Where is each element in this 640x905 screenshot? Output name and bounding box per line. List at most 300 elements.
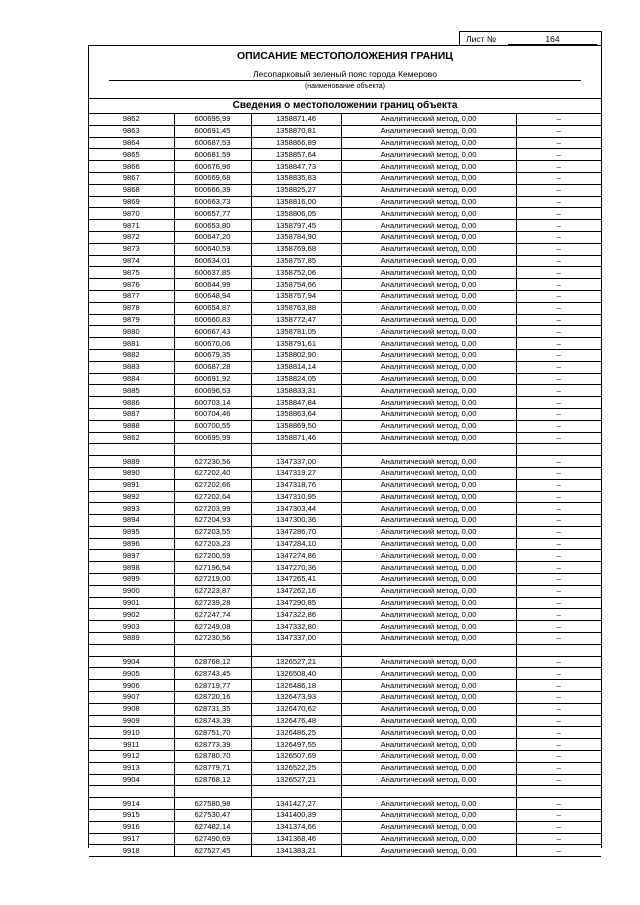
cell-method: Аналитический метод, 0,00 — [341, 397, 516, 409]
cell-coord-x: 628768,12 — [174, 656, 251, 668]
cell-point-number: 9869 — [89, 196, 174, 208]
cell-note: – — [516, 833, 601, 845]
cell-coord-x: 600703,14 — [174, 397, 251, 409]
cell-note: – — [516, 692, 601, 704]
cell-point-number: 9904 — [89, 656, 174, 668]
cell-method: Аналитический метод, 0,00 — [341, 137, 516, 149]
cell-coord-y: 1347284,10 — [251, 538, 341, 550]
cell-coord-y: 1326486,18 — [251, 680, 341, 692]
cell-method: Аналитический метод, 0,00 — [341, 326, 516, 338]
cell-note: – — [516, 149, 601, 161]
cell-method: Аналитический метод, 0,00 — [341, 656, 516, 668]
cell-note: – — [516, 114, 601, 125]
cell-point-number: 9902 — [89, 609, 174, 621]
cell-method: Аналитический метод, 0,00 — [341, 633, 516, 645]
cell-method: Аналитический метод, 0,00 — [341, 149, 516, 161]
cell-method: Аналитический метод, 0,00 — [341, 621, 516, 633]
cell-coord-y: 1358772,47 — [251, 314, 341, 326]
cell-method: Аналитический метод, 0,00 — [341, 727, 516, 739]
cell-method: Аналитический метод, 0,00 — [341, 456, 516, 468]
cell-method: Аналитический метод, 0,00 — [341, 467, 516, 479]
cell-point-number: 9910 — [89, 727, 174, 739]
cell-point-number: 9887 — [89, 408, 174, 420]
cell-coord-x: 628731,35 — [174, 703, 251, 715]
cell-method: Аналитический метод, 0,00 — [341, 515, 516, 527]
cell-point-number: 9881 — [89, 338, 174, 350]
cell-method: Аналитический метод, 0,00 — [341, 114, 516, 125]
cell-coord-x: 628751,70 — [174, 727, 251, 739]
cell-point-number: 9899 — [89, 574, 174, 586]
table-row — [89, 515, 601, 527]
cell-note: – — [516, 597, 601, 609]
cell-note — [516, 786, 601, 798]
table-row — [89, 114, 601, 125]
cell-method: Аналитический метод, 0,00 — [341, 385, 516, 397]
cell-coord-y: 1358870,81 — [251, 125, 341, 137]
cell-point-number — [89, 644, 174, 656]
table-row — [89, 585, 601, 597]
cell-coord-x: 627202,64 — [174, 491, 251, 503]
table-row — [89, 739, 601, 751]
cell-method: Аналитический метод, 0,00 — [341, 715, 516, 727]
document-header — [89, 46, 601, 99]
cell-method: Аналитический метод, 0,00 — [341, 279, 516, 291]
table-row — [89, 621, 601, 633]
cell-note: – — [516, 633, 601, 645]
cell-coord-x: 600704,46 — [174, 408, 251, 420]
table-row — [89, 349, 601, 361]
cell-method: Аналитический метод, 0,00 — [341, 267, 516, 279]
section-title: Сведения о местоположении границ объекта — [89, 99, 601, 114]
cell-coord-y: 1358847,73 — [251, 161, 341, 173]
table-row — [89, 220, 601, 232]
cell-note: – — [516, 503, 601, 515]
cell-coord-x: 627203,55 — [174, 526, 251, 538]
cell-point-number: 9907 — [89, 692, 174, 704]
cell-point-number: 9862 — [89, 432, 174, 444]
cell-coord-y: 1358757,85 — [251, 255, 341, 267]
cell-coord-x: 627230,56 — [174, 633, 251, 645]
document-title: ОПИСАНИЕ МЕСТОПОЛОЖЕНИЯ ГРАНИЦ — [237, 50, 453, 62]
cell-point-number: 9894 — [89, 515, 174, 527]
cell-point-number: 9864 — [89, 137, 174, 149]
cell-note: – — [516, 373, 601, 385]
cell-coord-y: 1326508,40 — [251, 668, 341, 680]
cell-coord-x: 627527,45 — [174, 845, 251, 857]
cell-method: Аналитический метод, 0,00 — [341, 172, 516, 184]
table-row — [89, 668, 601, 680]
cell-method: Аналитический метод, 0,00 — [341, 231, 516, 243]
cell-coord-y: 1347274,86 — [251, 550, 341, 562]
cell-coord-y: 1358769,68 — [251, 243, 341, 255]
cell-note: – — [516, 420, 601, 432]
cell-coord-y: 1347322,86 — [251, 609, 341, 621]
cell-point-number: 9896 — [89, 538, 174, 550]
cell-note: – — [516, 290, 601, 302]
table-row — [89, 798, 601, 810]
cell-method: Аналитический метод, 0,00 — [341, 255, 516, 267]
cell-coord-y: 1358824,05 — [251, 373, 341, 385]
cell-coord-y — [251, 444, 341, 456]
cell-coord-y: 1326527,21 — [251, 656, 341, 668]
table-row — [89, 609, 601, 621]
cell-point-number: 9885 — [89, 385, 174, 397]
cell-method: Аналитический метод, 0,00 — [341, 821, 516, 833]
cell-method: Аналитический метод, 0,00 — [341, 751, 516, 763]
table-row — [89, 184, 601, 196]
cell-note: – — [516, 125, 601, 137]
cell-point-number: 9917 — [89, 833, 174, 845]
cell-point-number: 9865 — [89, 149, 174, 161]
table-row — [89, 456, 601, 468]
cell-coord-y: 1347319,27 — [251, 467, 341, 479]
cell-coord-x: 627196,54 — [174, 562, 251, 574]
cell-coord-x: 600691,92 — [174, 373, 251, 385]
cell-coord-y: 1358863,64 — [251, 408, 341, 420]
cell-note: – — [516, 172, 601, 184]
table-row — [89, 574, 601, 586]
cell-coord-y: 1347332,80 — [251, 621, 341, 633]
cell-coord-x: 600634,01 — [174, 255, 251, 267]
table-row — [89, 279, 601, 291]
cell-point-number: 9890 — [89, 467, 174, 479]
cell-coord-x: 627239,28 — [174, 597, 251, 609]
cell-coord-x: 600695,99 — [174, 114, 251, 125]
cell-note: – — [516, 574, 601, 586]
table-row — [89, 656, 601, 668]
cell-method: Аналитический метод, 0,00 — [341, 503, 516, 515]
cell-method — [341, 444, 516, 456]
cell-point-number: 9867 — [89, 172, 174, 184]
cell-coord-x: 627202,66 — [174, 479, 251, 491]
cell-coord-x: 627200,59 — [174, 550, 251, 562]
table-row — [89, 810, 601, 822]
cell-note: – — [516, 739, 601, 751]
table-row — [89, 479, 601, 491]
table-row — [89, 774, 601, 786]
cell-coord-y — [251, 644, 341, 656]
table-row — [89, 338, 601, 350]
cell-note: – — [516, 302, 601, 314]
cell-coord-x: 627219,00 — [174, 574, 251, 586]
cell-method: Аналитический метод, 0,00 — [341, 208, 516, 220]
cell-coord-x: 628743,39 — [174, 715, 251, 727]
cell-coord-x: 627490,69 — [174, 833, 251, 845]
cell-method: Аналитический метод, 0,00 — [341, 609, 516, 621]
table-row — [89, 703, 601, 715]
cell-coord-y: 1358871,46 — [251, 114, 341, 125]
cell-method: Аналитический метод, 0,00 — [341, 798, 516, 810]
cell-coord-y: 1326527,21 — [251, 774, 341, 786]
cell-coord-y: 1326497,55 — [251, 739, 341, 751]
sheet-number-box — [459, 31, 602, 46]
table-row — [89, 243, 601, 255]
cell-point-number: 9905 — [89, 668, 174, 680]
cell-coord-y: 1341368,46 — [251, 833, 341, 845]
cell-method: Аналитический метод, 0,00 — [341, 739, 516, 751]
cell-note: – — [516, 751, 601, 763]
cell-note: – — [516, 326, 601, 338]
object-name-underline — [109, 80, 581, 81]
cell-point-number: 9901 — [89, 597, 174, 609]
table-row — [89, 526, 601, 538]
cell-coord-x: 600691,45 — [174, 125, 251, 137]
table-row — [89, 255, 601, 267]
cell-method: Аналитический метод, 0,00 — [341, 290, 516, 302]
cell-coord-x: 628743,45 — [174, 668, 251, 680]
cell-note: – — [516, 231, 601, 243]
cell-note: – — [516, 196, 601, 208]
cell-point-number: 9913 — [89, 762, 174, 774]
cell-coord-x: 600660,83 — [174, 314, 251, 326]
cell-note: – — [516, 255, 601, 267]
table-row — [89, 172, 601, 184]
cell-coord-y: 1347303,44 — [251, 503, 341, 515]
cell-coord-y: 1326473,93 — [251, 692, 341, 704]
cell-point-number: 9918 — [89, 845, 174, 857]
cell-point-number: 9897 — [89, 550, 174, 562]
cell-coord-x — [174, 786, 251, 798]
cell-note: – — [516, 479, 601, 491]
cell-note: – — [516, 715, 601, 727]
cell-note: – — [516, 208, 601, 220]
cell-point-number: 9888 — [89, 420, 174, 432]
cell-coord-y: 1326476,48 — [251, 715, 341, 727]
cell-coord-y: 1326522,25 — [251, 762, 341, 774]
cell-coord-x: 600666,39 — [174, 184, 251, 196]
cell-coord-y: 1358754,66 — [251, 279, 341, 291]
cell-note — [516, 444, 601, 456]
cell-coord-y: 1347265,41 — [251, 574, 341, 586]
cell-point-number: 9863 — [89, 125, 174, 137]
cell-point-number: 9868 — [89, 184, 174, 196]
table-row — [89, 397, 601, 409]
cell-note: – — [516, 609, 601, 621]
cell-coord-y: 1358833,31 — [251, 385, 341, 397]
cell-method: Аналитический метод, 0,00 — [341, 680, 516, 692]
cell-point-number: 9895 — [89, 526, 174, 538]
cell-note: – — [516, 408, 601, 420]
cell-coord-y: 1358866,89 — [251, 137, 341, 149]
table-row — [89, 821, 601, 833]
cell-coord-x: 627530,47 — [174, 810, 251, 822]
cell-coord-y: 1326486,25 — [251, 727, 341, 739]
cell-point-number: 9880 — [89, 326, 174, 338]
cell-method: Аналитический метод, 0,00 — [341, 220, 516, 232]
cell-point-number — [89, 786, 174, 798]
cell-coord-y: 1347310,95 — [251, 491, 341, 503]
cell-coord-y: 1358802,90 — [251, 349, 341, 361]
table-row — [89, 786, 601, 798]
cell-note: – — [516, 467, 601, 479]
cell-point-number: 9871 — [89, 220, 174, 232]
cell-method: Аналитический метод, 0,00 — [341, 302, 516, 314]
cell-method: Аналитический метод, 0,00 — [341, 692, 516, 704]
cell-point-number: 9903 — [89, 621, 174, 633]
cell-note: – — [516, 220, 601, 232]
cell-coord-x: 628773,39 — [174, 739, 251, 751]
table-row — [89, 290, 601, 302]
cell-note: – — [516, 656, 601, 668]
cell-note: – — [516, 774, 601, 786]
cell-coord-x: 600676,96 — [174, 161, 251, 173]
cell-method: Аналитический метод, 0,00 — [341, 243, 516, 255]
cell-point-number: 9862 — [89, 114, 174, 125]
cell-note: – — [516, 491, 601, 503]
cell-coord-y: 1341383,21 — [251, 845, 341, 857]
cell-coord-y: 1358847,84 — [251, 397, 341, 409]
cell-coord-y: 1358869,50 — [251, 420, 341, 432]
cell-coord-y: 1326470,62 — [251, 703, 341, 715]
cell-point-number — [89, 444, 174, 456]
table-row — [89, 125, 601, 137]
cell-method: Аналитический метод, 0,00 — [341, 161, 516, 173]
cell-point-number: 9916 — [89, 821, 174, 833]
cell-note: – — [516, 727, 601, 739]
cell-note: – — [516, 680, 601, 692]
cell-coord-x: 600687,53 — [174, 137, 251, 149]
cell-coord-y: 1341427,27 — [251, 798, 341, 810]
table-row — [89, 597, 601, 609]
cell-coord-y — [251, 786, 341, 798]
cell-point-number: 9892 — [89, 491, 174, 503]
cell-coord-y: 1347286,70 — [251, 526, 341, 538]
table-row — [89, 361, 601, 373]
cell-method: Аналитический метод, 0,00 — [341, 526, 516, 538]
table-row — [89, 385, 601, 397]
cell-note: – — [516, 314, 601, 326]
cell-coord-y: 1347318,76 — [251, 479, 341, 491]
cell-coord-y: 1341400,39 — [251, 810, 341, 822]
cell-point-number: 9909 — [89, 715, 174, 727]
cell-point-number: 9873 — [89, 243, 174, 255]
cell-coord-y: 1358757,94 — [251, 290, 341, 302]
cell-method — [341, 644, 516, 656]
cell-method: Аналитический метод, 0,00 — [341, 361, 516, 373]
cell-point-number: 9906 — [89, 680, 174, 692]
cell-note: – — [516, 798, 601, 810]
cell-coord-x: 600657,77 — [174, 208, 251, 220]
cell-method: Аналитический метод, 0,00 — [341, 432, 516, 444]
table-row — [89, 644, 601, 656]
table-row — [89, 467, 601, 479]
cell-coord-y: 1358806,05 — [251, 208, 341, 220]
cell-point-number: 9904 — [89, 774, 174, 786]
table-row — [89, 326, 601, 338]
cell-point-number: 9876 — [89, 279, 174, 291]
cell-point-number: 9914 — [89, 798, 174, 810]
cell-coord-y: 1347337,00 — [251, 633, 341, 645]
cell-coord-y: 1347300,36 — [251, 515, 341, 527]
cell-method: Аналитический метод, 0,00 — [341, 349, 516, 361]
table-row — [89, 727, 601, 739]
cell-coord-y: 1358835,83 — [251, 172, 341, 184]
cell-coord-x: 600647,20 — [174, 231, 251, 243]
cell-coord-x: 627482,14 — [174, 821, 251, 833]
cell-method: Аналитический метод, 0,00 — [341, 491, 516, 503]
cell-coord-y: 1358814,14 — [251, 361, 341, 373]
cell-method: Аналитический метод, 0,00 — [341, 562, 516, 574]
cell-point-number: 9912 — [89, 751, 174, 763]
cell-coord-x: 600640,59 — [174, 243, 251, 255]
cell-coord-x: 627230,56 — [174, 456, 251, 468]
cell-coord-x: 600654,87 — [174, 302, 251, 314]
object-name: Лесопарковый зеленый пояс города Кемерово — [253, 69, 437, 79]
table-row — [89, 680, 601, 692]
cell-coord-y: 1358816,00 — [251, 196, 341, 208]
cell-point-number: 9889 — [89, 633, 174, 645]
table-row — [89, 444, 601, 456]
cell-note: – — [516, 845, 601, 857]
sheet-label: Лист № — [466, 34, 496, 44]
cell-method: Аналитический метод, 0,00 — [341, 585, 516, 597]
table-row — [89, 550, 601, 562]
cell-point-number: 9900 — [89, 585, 174, 597]
cell-note: – — [516, 397, 601, 409]
cell-method: Аналитический метод, 0,00 — [341, 703, 516, 715]
cell-note: – — [516, 137, 601, 149]
cell-note: – — [516, 349, 601, 361]
cell-note — [516, 644, 601, 656]
cell-coord-x: 600648,94 — [174, 290, 251, 302]
cell-coord-x: 600667,43 — [174, 326, 251, 338]
table-row — [89, 538, 601, 550]
cell-method: Аналитический метод, 0,00 — [341, 597, 516, 609]
table-row — [89, 833, 601, 845]
table-row — [89, 503, 601, 515]
cell-coord-x: 600663,73 — [174, 196, 251, 208]
cell-point-number: 9883 — [89, 361, 174, 373]
table-row — [89, 149, 601, 161]
cell-note: – — [516, 762, 601, 774]
cell-coord-x: 600696,53 — [174, 385, 251, 397]
cell-method: Аналитический метод, 0,00 — [341, 833, 516, 845]
cell-coord-y: 1358797,45 — [251, 220, 341, 232]
cell-method: Аналитический метод, 0,00 — [341, 762, 516, 774]
cell-note: – — [516, 703, 601, 715]
table-row — [89, 408, 601, 420]
cell-method: Аналитический метод, 0,00 — [341, 810, 516, 822]
table-row — [89, 196, 601, 208]
table-row — [89, 373, 601, 385]
cell-coord-x: 600644,99 — [174, 279, 251, 291]
cell-point-number: 9879 — [89, 314, 174, 326]
cell-note: – — [516, 526, 601, 538]
table-row — [89, 845, 601, 857]
cell-coord-y: 1358791,61 — [251, 338, 341, 350]
cell-method: Аналитический метод, 0,00 — [341, 845, 516, 857]
cell-method: Аналитический метод, 0,00 — [341, 538, 516, 550]
cell-note: – — [516, 538, 601, 550]
cell-point-number: 9878 — [89, 302, 174, 314]
cell-method: Аналитический метод, 0,00 — [341, 774, 516, 786]
cell-coord-y: 1347270,36 — [251, 562, 341, 574]
cell-method: Аналитический метод, 0,00 — [341, 550, 516, 562]
cell-method: Аналитический метод, 0,00 — [341, 196, 516, 208]
cell-point-number: 9889 — [89, 456, 174, 468]
cell-note: – — [516, 243, 601, 255]
cell-point-number: 9893 — [89, 503, 174, 515]
table-row — [89, 692, 601, 704]
cell-coord-y: 1358763,88 — [251, 302, 341, 314]
cell-coord-x: 600669,68 — [174, 172, 251, 184]
cell-coord-x: 627202,40 — [174, 467, 251, 479]
cell-note: – — [516, 338, 601, 350]
cell-method: Аналитический метод, 0,00 — [341, 668, 516, 680]
cell-coord-x: 628779,71 — [174, 762, 251, 774]
cell-note: – — [516, 585, 601, 597]
cell-coord-y: 1358781,05 — [251, 326, 341, 338]
